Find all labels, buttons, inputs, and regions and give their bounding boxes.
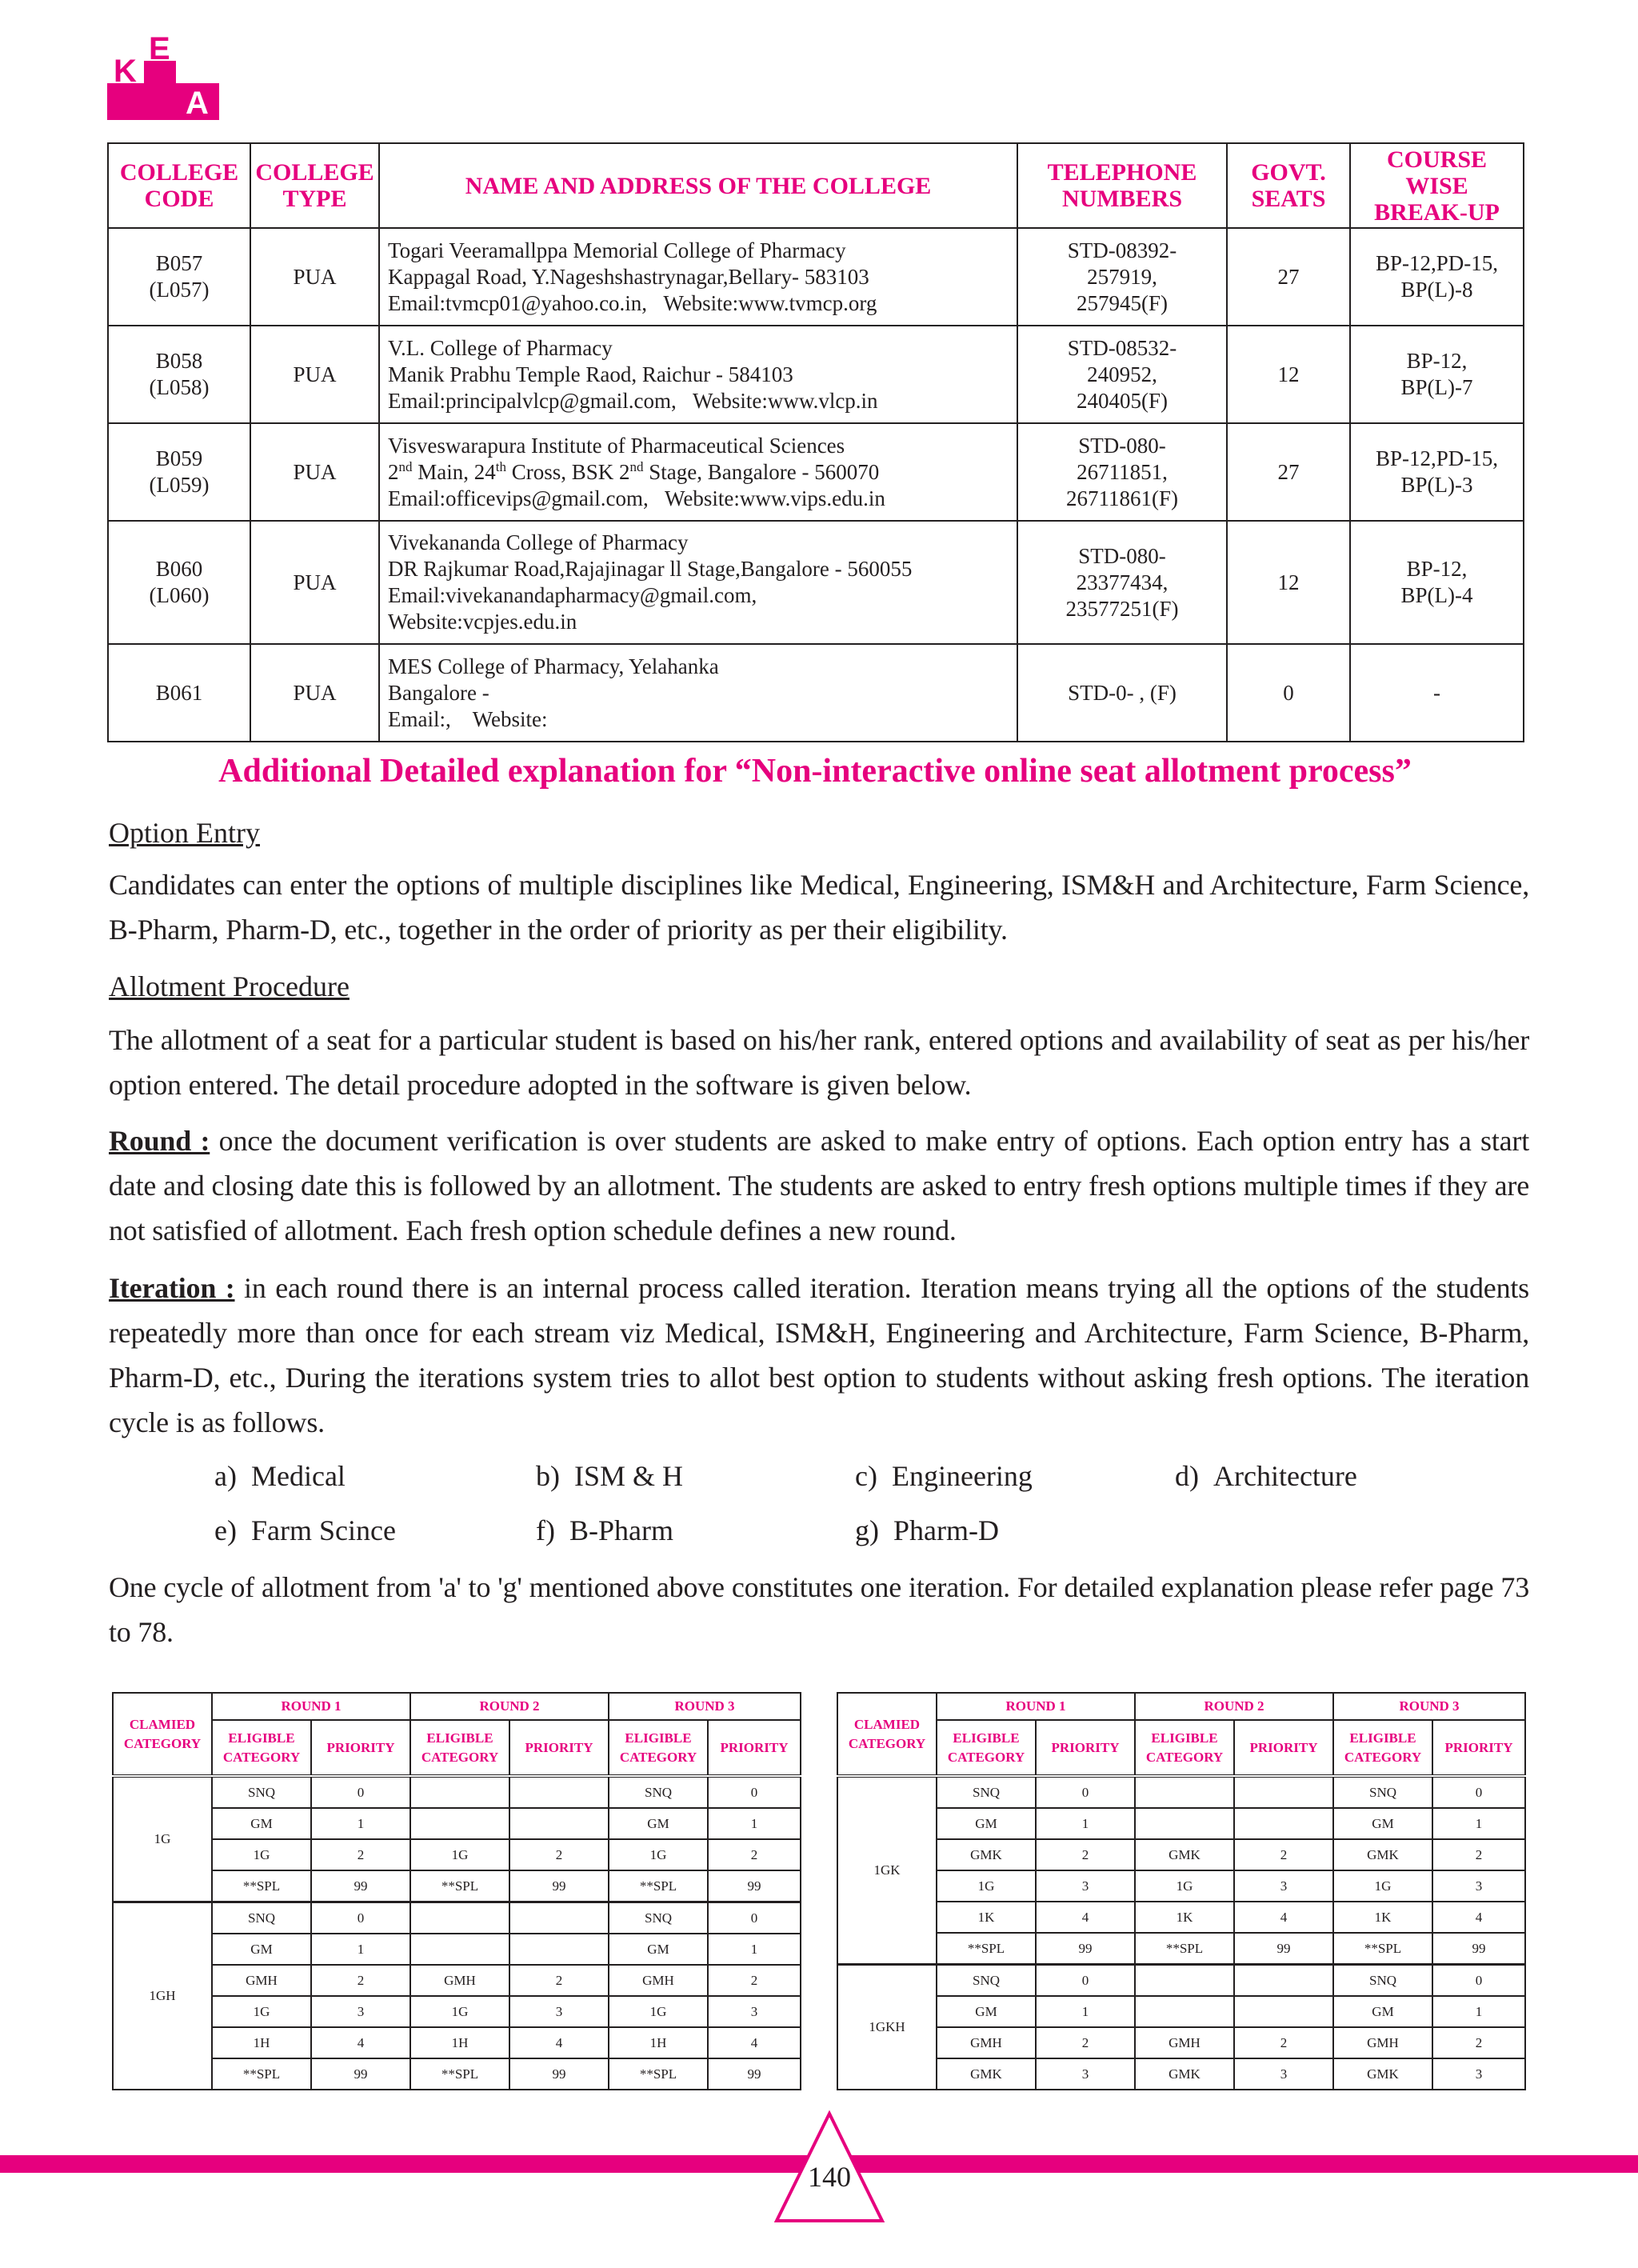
eligible-category-cell: SNQ xyxy=(937,1776,1036,1808)
table-row xyxy=(837,2027,1525,2058)
table-row xyxy=(837,1902,1525,1933)
priority-cell: 99 xyxy=(708,2058,801,2090)
priority-cell: 2 xyxy=(708,1965,801,1996)
eligible-category-cell: **SPL xyxy=(1333,1933,1432,1965)
eligible-category-cell xyxy=(410,1902,509,1934)
priority-cell: 4 xyxy=(1432,1902,1525,1933)
eligible-category-cell: GMH xyxy=(410,1965,509,1996)
table-row xyxy=(113,1776,801,1808)
priority-cell: 0 xyxy=(1432,1965,1525,1997)
header-name-address: NAME AND ADDRESS OF THE COLLEGE xyxy=(379,143,1017,228)
priority-cell: 2 xyxy=(1432,2027,1525,2058)
eligible-category-cell: **SPL xyxy=(410,1870,509,1902)
eligible-category-cell: GMK xyxy=(1135,2058,1234,2090)
college-website: Website:www.tvmcp.org xyxy=(663,290,877,315)
eligible-category-cell: 1G xyxy=(410,1996,509,2027)
priority-cell: 0 xyxy=(1432,1776,1525,1808)
logo-letter-k: K xyxy=(114,54,137,89)
priority-cell: 0 xyxy=(708,1902,801,1934)
priority-cell: 1 xyxy=(1432,1996,1525,2027)
college-table-header xyxy=(108,143,1524,228)
table-row xyxy=(108,423,1524,521)
eligible-category-cell: **SPL xyxy=(609,1870,708,1902)
header-eligible-category: ELIGIBLE CATEGORY xyxy=(937,1720,1036,1776)
eligible-category-cell: SNQ xyxy=(212,1776,311,1808)
header-eligible-category: ELIGIBLE CATEGORY xyxy=(609,1720,708,1776)
eligible-category-cell: SNQ xyxy=(609,1902,708,1934)
priority-cell: 3 xyxy=(1432,2058,1525,2090)
header-priority: PRIORITY xyxy=(509,1720,609,1776)
eligible-category-cell: GMH xyxy=(937,2027,1036,2058)
list-item: b) ISM & H xyxy=(536,1460,684,1492)
priority-cell: 0 xyxy=(708,1776,801,1808)
eligible-category-cell: 1K xyxy=(937,1902,1036,1933)
header-priority: PRIORITY xyxy=(1234,1720,1333,1776)
eligible-category-cell: GM xyxy=(1333,1996,1432,2027)
priority-cell: 99 xyxy=(1234,1933,1333,1965)
college-phone: STD-080- 23377434, 23577251(F) xyxy=(1017,521,1227,644)
college-type: PUA xyxy=(250,228,379,326)
header-priority: PRIORITY xyxy=(708,1720,801,1776)
college-email: Email:principalvlcp@gmail.com, xyxy=(388,388,677,413)
eligible-category-cell: 1G xyxy=(410,1839,509,1870)
header-round-1: ROUND 1 xyxy=(212,1693,410,1720)
eligible-category-cell: GMH xyxy=(1333,2027,1432,2058)
logo-letter-a: A xyxy=(186,86,209,121)
priority-cell: 99 xyxy=(311,2058,410,2090)
priority-cell: 2 xyxy=(1036,2027,1135,2058)
eligible-category-cell: 1G xyxy=(212,1839,311,1870)
priority-cell: 99 xyxy=(509,2058,609,2090)
college-seats: 0 xyxy=(1227,644,1350,742)
eligible-category-cell: 1G xyxy=(609,1996,708,2027)
college-phone: STD-08392- 257919, 257945(F) xyxy=(1017,228,1227,326)
college-address: Bangalore - xyxy=(388,680,489,705)
college-name: V.L. College of Pharmacy xyxy=(388,335,613,360)
list-item: e) Farm Scince xyxy=(214,1514,396,1546)
option-entry-heading: Option Entry xyxy=(109,817,260,849)
eligible-category-cell: GMK xyxy=(1333,1839,1432,1870)
list-item: a) Medical xyxy=(214,1460,346,1492)
header-eligible-category: ELIGIBLE CATEGORY xyxy=(1135,1720,1234,1776)
priority-cell: 3 xyxy=(708,1996,801,2027)
college-breakup: BP-12,PD-15, BP(L)-3 xyxy=(1350,423,1524,521)
header-telephone: TELEPHONE NUMBERS xyxy=(1017,143,1227,228)
priority-cell: 2 xyxy=(509,1839,609,1870)
priority-cell: 4 xyxy=(1036,1902,1135,1933)
eligible-category-cell: SNQ xyxy=(937,1965,1036,1997)
eligible-category-cell: 1G xyxy=(1135,1870,1234,1902)
eligible-category-cell: SNQ xyxy=(609,1776,708,1808)
header-round-3: ROUND 3 xyxy=(1333,1693,1525,1720)
eligible-category-cell: GM xyxy=(937,1808,1036,1839)
college-name: MES College of Pharmacy, Yelahanka xyxy=(388,654,719,678)
priority-cell: 99 xyxy=(708,1870,801,1902)
eligible-category-cell: **SPL xyxy=(212,1870,311,1902)
header-round-2: ROUND 2 xyxy=(1135,1693,1333,1720)
priority-cell: 99 xyxy=(311,1870,410,1902)
college-table xyxy=(107,142,1524,742)
eligible-category-cell: GM xyxy=(1333,1808,1432,1839)
college-name: Togari Veeramallppa Memorial College of Pharmacy xyxy=(388,238,846,262)
priority-cell: 4 xyxy=(311,2027,410,2058)
header-eligible-category: ELIGIBLE CATEGORY xyxy=(212,1720,311,1776)
list-item: d) Architecture xyxy=(1175,1460,1357,1492)
header-claimed-category: CLAMIED CATEGORY xyxy=(113,1693,212,1776)
eligible-category-cell: SNQ xyxy=(1333,1776,1432,1808)
college-breakup: BP-12, BP(L)-4 xyxy=(1350,521,1524,644)
kea-logo xyxy=(107,34,219,122)
iteration-paragraph: Iteration : in each round there is an internal process called iteration. Iteration means trying all the options of the students repeatedly more than once for each stream viz Medical, ISM&H, Engineering and Architecture, Farm Science, B-Pharm, Pharm-D, etc., During the iterations system tries to allot best option to students without asking fresh options. The iteration cycle is as follows. xyxy=(109,1272,1529,1438)
college-code: B058 (L058) xyxy=(108,326,250,423)
eligible-category-cell: SNQ xyxy=(1333,1965,1432,1997)
eligible-category-cell: GMK xyxy=(1135,1839,1234,1870)
eligible-category-cell xyxy=(1135,1996,1234,2027)
eligible-category-cell: GM xyxy=(212,1808,311,1839)
header-govt-seats: GOVT. SEATS xyxy=(1227,143,1350,228)
priority-cell: 1 xyxy=(708,1934,801,1965)
college-address: DR Rajkumar Road,Rajajinagar ll Stage,Bangalore - 560055 xyxy=(388,557,913,581)
priority-cell: 4 xyxy=(509,2027,609,2058)
college-email: Email:, xyxy=(388,706,451,731)
eligible-category-cell: 1H xyxy=(212,2027,311,2058)
claimed-category-cell: 1GKH xyxy=(837,1965,937,2090)
priority-cell: 4 xyxy=(708,2027,801,2058)
priority-cell: 2 xyxy=(708,1839,801,1870)
eligible-category-cell: **SPL xyxy=(937,1933,1036,1965)
priority-cell: 0 xyxy=(1036,1776,1135,1808)
eligible-category-cell: GMK xyxy=(1333,2058,1432,2090)
college-website: Website: xyxy=(472,706,548,731)
eligible-category-cell: GM xyxy=(609,1934,708,1965)
college-website: Website:vcpjes.edu.in xyxy=(388,610,577,634)
table-row xyxy=(113,1902,801,1934)
priority-cell xyxy=(509,1934,609,1965)
eligible-category-cell: GM xyxy=(937,1996,1036,2027)
priority-cell xyxy=(1234,1996,1333,2027)
table-row xyxy=(108,644,1524,742)
allotment-procedure-text: The allotment of a seat for a particular student is based on his/her rank, entered options and availability of seat as per his/her option entered. The detail procedure adopted in the software is given below. xyxy=(109,1024,1529,1101)
college-name-address xyxy=(379,521,1017,644)
eligible-category-cell: **SPL xyxy=(609,2058,708,2090)
college-code: B061 xyxy=(108,644,250,742)
priority-cell: 0 xyxy=(1036,1965,1135,1997)
table-row xyxy=(837,1933,1525,1965)
claimed-category-cell: 1GK xyxy=(837,1776,937,1965)
header-college-code: COLLEGE CODE xyxy=(108,143,250,228)
college-email: Email:officevips@gmail.com, xyxy=(388,486,649,510)
college-name-address xyxy=(379,644,1017,742)
table-row xyxy=(108,326,1524,423)
option-entry-text: Candidates can enter the options of multiple disciplines like Medical, Engineering, ISM&H and Architecture, Farm Science, B-Pharm, Pharm-D, etc., together in the order of priority as per their eligibility. xyxy=(109,869,1529,946)
college-code: B059 (L059) xyxy=(108,423,250,521)
college-name: Visveswarapura Institute of Pharmaceutical Sciences xyxy=(388,433,845,458)
priority-cell: 3 xyxy=(1432,1870,1525,1902)
allotment-procedure-heading: Allotment Procedure xyxy=(109,970,350,1002)
priority-table-left xyxy=(112,1692,801,2090)
priority-cell: 2 xyxy=(509,1965,609,1996)
table-row xyxy=(837,1965,1525,1997)
priority-cell: 1 xyxy=(311,1934,410,1965)
table-row xyxy=(108,228,1524,326)
page-number: 140 xyxy=(808,2161,851,2193)
header-claimed-category: CLAMIED CATEGORY xyxy=(837,1693,937,1776)
priority-cell: 1 xyxy=(311,1808,410,1839)
priority-cell: 2 xyxy=(1234,2027,1333,2058)
eligible-category-cell xyxy=(1135,1776,1234,1808)
college-phone: STD-08532- 240952, 240405(F) xyxy=(1017,326,1227,423)
table-row xyxy=(113,2058,801,2090)
priority-cell: 0 xyxy=(311,1902,410,1934)
college-seats: 27 xyxy=(1227,423,1350,521)
eligible-category-cell xyxy=(1135,1808,1234,1839)
college-seats: 27 xyxy=(1227,228,1350,326)
college-seats: 12 xyxy=(1227,326,1350,423)
college-website: Website:www.vips.edu.in xyxy=(665,486,885,510)
cycle-note: One cycle of allotment from 'a' to 'g' mentioned above constitutes one iteration. For detailed explanation please refer page 73 to 78. xyxy=(109,1571,1529,1648)
college-breakup: BP-12,PD-15, BP(L)-8 xyxy=(1350,228,1524,326)
priority-cell xyxy=(1234,1808,1333,1839)
eligible-category-cell: 1G xyxy=(609,1839,708,1870)
priority-cell: 1 xyxy=(708,1808,801,1839)
college-type: PUA xyxy=(250,326,379,423)
college-code: B060 (L060) xyxy=(108,521,250,644)
priority-cell xyxy=(509,1808,609,1839)
priority-cell: 99 xyxy=(1432,1933,1525,1965)
priority-cell xyxy=(509,1902,609,1934)
header-priority: PRIORITY xyxy=(1036,1720,1135,1776)
priority-cell: 2 xyxy=(1432,1839,1525,1870)
logo-letter-e: E xyxy=(149,34,170,66)
iteration-term: Iteration : xyxy=(109,1272,235,1304)
eligible-category-cell: 1G xyxy=(212,1996,311,2027)
eligible-category-cell: SNQ xyxy=(212,1902,311,1934)
table-row xyxy=(837,1808,1525,1839)
table-row xyxy=(837,2058,1525,2090)
claimed-category-cell: 1GH xyxy=(113,1902,212,2090)
priority-cell: 3 xyxy=(1036,2058,1135,2090)
college-code: B057 (L057) xyxy=(108,228,250,326)
college-type: PUA xyxy=(250,521,379,644)
round-term: Round : xyxy=(109,1125,210,1157)
priority-cell: 3 xyxy=(1234,1870,1333,1902)
header-eligible-category: ELIGIBLE CATEGORY xyxy=(410,1720,509,1776)
eligible-category-cell xyxy=(410,1808,509,1839)
table-row xyxy=(108,521,1524,644)
priority-cell: 0 xyxy=(311,1776,410,1808)
table-row xyxy=(113,2027,801,2058)
college-name-address xyxy=(379,228,1017,326)
eligible-category-cell: GM xyxy=(212,1934,311,1965)
eligible-category-cell: 1G xyxy=(1333,1870,1432,1902)
table-row xyxy=(113,1965,801,1996)
college-name-address xyxy=(379,326,1017,423)
eligible-category-cell: 1K xyxy=(1333,1902,1432,1933)
college-address: Kappagal Road, Y.Nageshshastrynagar,Bellary- 583103 xyxy=(388,264,869,289)
priority-cell: 99 xyxy=(509,1870,609,1902)
priority-table-right xyxy=(837,1692,1526,2090)
round-paragraph: Round : once the document verification is over students are asked to make entry of options. Each option entry has a start date and closing date this is followed by an allotment. The students are asked to entry fresh options multiple times if they are not satisfied of allotment. Each fresh option schedule defines a new round. xyxy=(109,1125,1529,1246)
priority-cell: 99 xyxy=(1036,1933,1135,1965)
table-row xyxy=(837,1870,1525,1902)
claimed-category-cell: 1G xyxy=(113,1776,212,1902)
eligible-category-cell: **SPL xyxy=(410,2058,509,2090)
college-phone: STD-080- 26711851, 26711861(F) xyxy=(1017,423,1227,521)
college-address: 2nd Main, 24th Cross, BSK 2nd Stage, Bangalore - 560070 xyxy=(388,458,880,484)
eligible-category-cell: **SPL xyxy=(1135,1933,1234,1965)
priority-cell: 3 xyxy=(1234,2058,1333,2090)
priority-cell: 3 xyxy=(311,1996,410,2027)
eligible-category-cell xyxy=(1135,1965,1234,1997)
list-item: g) Pharm-D xyxy=(855,1514,999,1546)
table-row xyxy=(837,1776,1525,1808)
priority-cell: 1 xyxy=(1036,1808,1135,1839)
eligible-category-cell: **SPL xyxy=(212,2058,311,2090)
priority-cell: 3 xyxy=(1036,1870,1135,1902)
priority-cell xyxy=(1234,1776,1333,1808)
college-seats: 12 xyxy=(1227,521,1350,644)
eligible-category-cell: 1H xyxy=(609,2027,708,2058)
college-breakup: BP-12, BP(L)-7 xyxy=(1350,326,1524,423)
eligible-category-cell: 1K xyxy=(1135,1902,1234,1933)
priority-cell: 4 xyxy=(1234,1902,1333,1933)
eligible-category-cell xyxy=(410,1776,509,1808)
eligible-category-cell: GMK xyxy=(937,2058,1036,2090)
table-row xyxy=(113,1870,801,1902)
priority-cell xyxy=(1234,1965,1333,1997)
college-website: Website:www.vlcp.in xyxy=(693,388,878,413)
priority-table-right-body xyxy=(837,1776,1525,2090)
priority-cell xyxy=(509,1776,609,1808)
list-item: f) B-Pharm xyxy=(536,1514,673,1546)
college-type: PUA xyxy=(250,423,379,521)
college-address: Manik Prabhu Temple Raod, Raichur - 584103 xyxy=(388,362,793,386)
header-course-breakup: COURSE WISE BREAK-UP xyxy=(1350,143,1524,228)
eligible-category-cell: 1H xyxy=(410,2027,509,2058)
header-round-3: ROUND 3 xyxy=(609,1693,801,1720)
table-row xyxy=(837,1996,1525,2027)
eligible-category-cell: GMH xyxy=(609,1965,708,1996)
eligible-category-cell: GMH xyxy=(212,1965,311,1996)
college-name-address xyxy=(379,423,1017,521)
college-type: PUA xyxy=(250,644,379,742)
table-row xyxy=(113,1996,801,2027)
college-phone: STD-0- , (F) xyxy=(1017,644,1227,742)
priority-cell: 2 xyxy=(1036,1839,1135,1870)
eligible-category-cell: GMH xyxy=(1135,2027,1234,2058)
header-college-type: COLLEGE TYPE xyxy=(250,143,379,228)
header-priority: PRIORITY xyxy=(311,1720,410,1776)
table-row xyxy=(113,1839,801,1870)
eligible-category-cell: 1G xyxy=(937,1870,1036,1902)
college-email: Email:tvmcp01@yahoo.co.in, xyxy=(388,290,648,315)
eligible-category-cell: GM xyxy=(609,1808,708,1839)
priority-cell: 1 xyxy=(1432,1808,1525,1839)
priority-cell: 2 xyxy=(311,1965,410,1996)
priority-cell: 2 xyxy=(1234,1839,1333,1870)
priority-table-left-body xyxy=(113,1776,801,2090)
priority-cell: 2 xyxy=(311,1839,410,1870)
eligible-category-cell xyxy=(410,1934,509,1965)
list-item: c) Engineering xyxy=(855,1460,1033,1492)
eligible-category-cell: GMK xyxy=(937,1839,1036,1870)
table-row xyxy=(837,1839,1525,1870)
header-round-2: ROUND 2 xyxy=(410,1693,609,1720)
college-name: Vivekananda College of Pharmacy xyxy=(388,530,689,554)
priority-cell: 1 xyxy=(1036,1996,1135,2027)
header-priority: PRIORITY xyxy=(1432,1720,1525,1776)
header-round-1: ROUND 1 xyxy=(937,1693,1135,1720)
section-heading: Additional Detailed explanation for “Non-interactive online seat allotment process” xyxy=(218,753,1412,790)
header-eligible-category: ELIGIBLE CATEGORY xyxy=(1333,1720,1432,1776)
priority-cell: 3 xyxy=(509,1996,609,2027)
table-row xyxy=(113,1934,801,1965)
college-breakup: - xyxy=(1350,644,1524,742)
table-row xyxy=(113,1808,801,1839)
college-email: Email:vivekanandapharmacy@gmail.com, xyxy=(388,583,757,607)
